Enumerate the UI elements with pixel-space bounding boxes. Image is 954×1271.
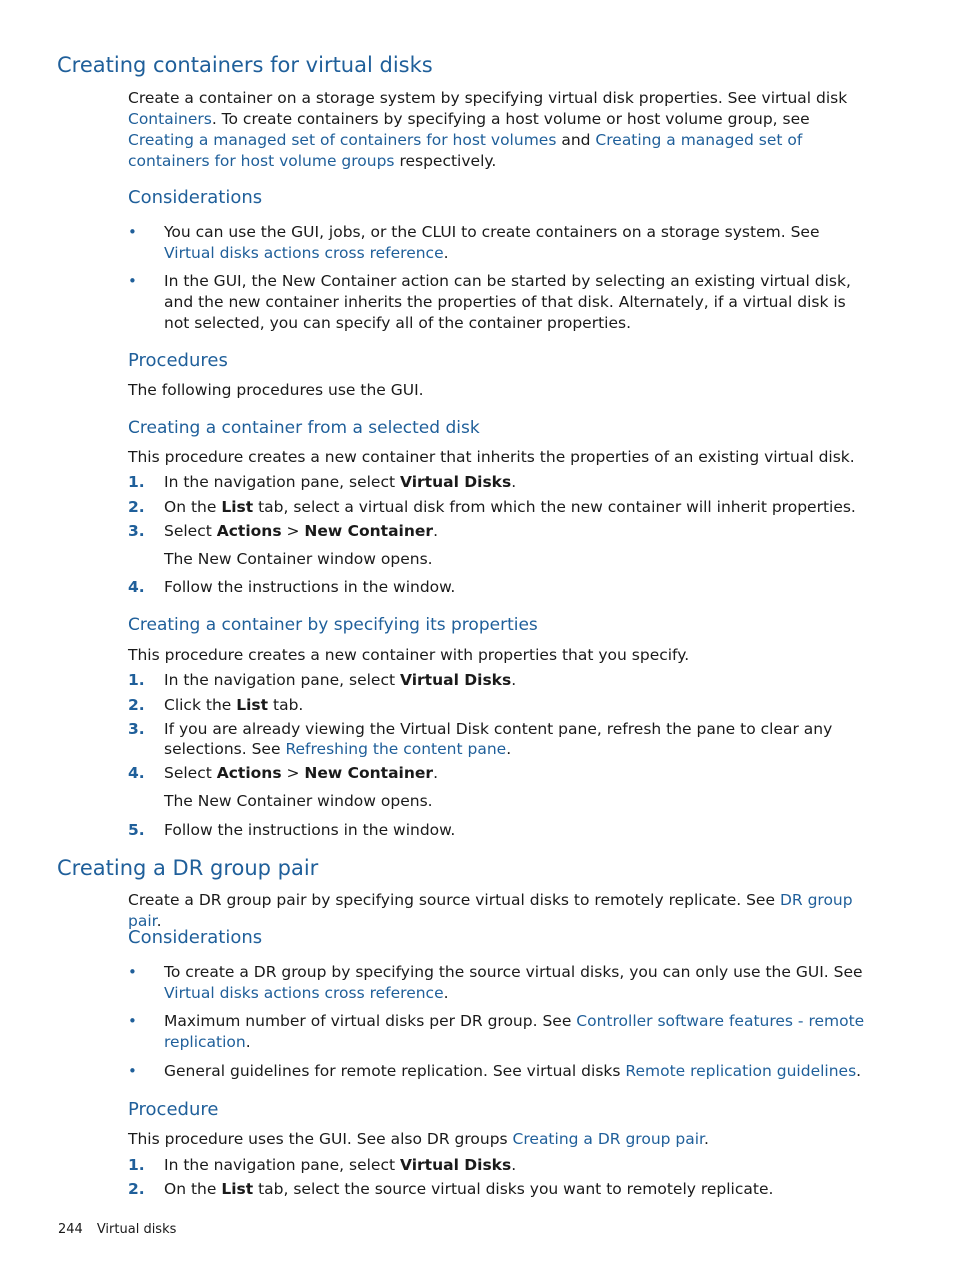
text-run: In the navigation pane, select [164,473,400,491]
step-number: 4. [128,578,145,596]
text-run: General guidelines for remote replication. See virtual disks [164,1062,626,1080]
consideration-item [164,962,868,1004]
step-number: 1. [128,473,145,491]
text-run: Follow the instructions in the window. [164,578,456,596]
ui-term: Virtual Disks [399,1156,512,1174]
text-run: . To create containers by specifying a host volume or host volume group, see [211,110,810,128]
link-creating-dr-group-pair[interactable]: Creating a DR group pair [512,1130,705,1148]
text-run: tab, select the source virtual disks you want to remotely replicate. [253,1180,774,1198]
step-number: 1. [128,1156,145,1174]
text-run: . [511,671,517,689]
step-item [164,820,868,841]
page-number: 244 [58,1222,83,1237]
text-run: tab. [268,696,304,714]
section-intro-paragraph [128,890,868,932]
ui-term: Actions [216,522,282,540]
link-controller-software-features[interactable]: Controller software features - remote replication [164,1012,865,1051]
text-run: . [506,740,512,758]
consideration-item [164,271,868,334]
link-dr-group-pair[interactable]: DR group pair [128,891,853,930]
page-footer [58,1222,176,1237]
section-heading-dr-group-pair: Creating a DR group pair [57,856,319,880]
step-item [164,472,868,493]
text-run: Select [164,764,217,782]
text-run: Maximum number of virtual disks per DR group. See [164,1012,577,1030]
link-refreshing-content-pane[interactable]: Refreshing the content pane [285,740,507,758]
considerations-heading: Considerations [128,187,263,208]
consideration-item [164,1011,868,1053]
link-virtual-disks-actions[interactable]: Virtual disks actions cross reference [164,244,444,262]
procedure-heading: Procedure [128,1099,219,1120]
text-run: In the GUI, the New Container action can be started by selecting an existing virtual disk, and the new container inherits the properties of that disk. Alternately, if a virtual disk is not selected, you can specify all of the container properties. [164,272,851,332]
text-run: Follow the instructions in the window. [164,821,456,839]
link-remote-replication-guidelines[interactable]: Remote replication guidelines [625,1062,857,1080]
link-managed-set-host-volumes[interactable]: Creating a managed set of containers for host volumes [128,131,557,149]
text-run: On the [164,1180,222,1198]
text-run: . [433,764,438,782]
step-number: 5. [128,821,145,839]
bullet-marker: • [128,963,137,981]
text-run: respectively. [394,152,497,170]
text-run: . [511,1156,517,1174]
link-containers[interactable]: Containers [128,110,212,128]
step-number: 2. [128,696,145,714]
step-item [164,521,868,542]
step-note: The New Container window opens. [164,792,433,810]
step-number: 4. [128,764,145,782]
ui-term: Actions [216,764,282,782]
ui-term: List [236,696,269,714]
text-run: Select [164,522,217,540]
step-item [164,497,868,518]
text-run: On the [164,498,222,516]
bullet-marker: • [128,1012,137,1030]
text-run: . [856,1062,862,1080]
subsection-intro: This procedure creates a new container that inherits the properties of an existing virtual disk. [128,448,855,466]
text-run: > [281,522,305,540]
text-run: Create a container on a storage system by specifying virtual disk properties. See virtual disk [128,89,848,107]
text-run: > [281,764,305,782]
step-item [164,670,868,691]
step-item [164,1179,868,1200]
step-note: The New Container window opens. [164,550,433,568]
text-run: . [704,1130,709,1148]
text-run: tab, select a virtual disk from which the new container will inherit properties. [253,498,856,516]
text-run: and [556,131,596,149]
considerations-heading: Considerations [128,927,263,948]
section-intro-paragraph [128,88,868,172]
footer-section-title: Virtual disks [96,1222,177,1237]
section-heading-containers: Creating containers for virtual disks [57,53,433,77]
procedures-intro: The following procedures use the GUI. [128,381,424,399]
text-run: . [156,912,162,930]
step-number: 3. [128,522,145,540]
text-run: To create a DR group by specifying the source virtual disks, you can only use the GUI. See [164,963,863,981]
ui-term: New Container [304,764,434,782]
ui-term: List [221,498,254,516]
ui-term: List [221,1180,254,1198]
text-run: Click the [164,696,237,714]
ui-term: New Container [304,522,434,540]
subsection-intro: This procedure creates a new container with properties that you specify. [128,646,690,664]
text-run: This procedure uses the GUI. See also DR groups [128,1130,513,1148]
subsection-heading-from-selected-disk: Creating a container from a selected disk [128,418,480,438]
link-virtual-disks-actions[interactable]: Virtual disks actions cross reference [164,984,444,1002]
bullet-marker: • [128,223,137,241]
step-number: 3. [128,720,145,738]
text-run: . [443,984,449,1002]
step-number: 2. [128,1180,145,1198]
step-item [164,577,868,598]
text-run: In the navigation pane, select [164,1156,400,1174]
consideration-item [164,1061,868,1082]
bullet-marker: • [128,1062,137,1080]
text-run: You can use the GUI, jobs, or the CLUI to create containers on a storage system. See [164,223,820,241]
procedures-heading: Procedures [128,350,228,371]
text-run: If you are already viewing the Virtual Disk content pane, refresh the pane to clear any selections. See [164,720,833,758]
text-run: . [511,473,517,491]
step-number: 2. [128,498,145,516]
step-number: 1. [128,671,145,689]
step-item [164,719,868,759]
consideration-item [164,222,868,264]
bullet-marker: • [128,272,137,290]
procedure-intro [128,1129,868,1150]
ui-term: Virtual Disks [399,671,512,689]
text-run: In the navigation pane, select [164,671,400,689]
step-item [164,695,868,716]
step-item [164,1155,868,1176]
text-run: Create a DR group pair by specifying source virtual disks to remotely replicate. See [128,891,780,909]
text-run: . [443,244,449,262]
step-item [164,763,868,784]
link-managed-set-host-volume-groups[interactable]: Creating a managed set of containers for host volume groups [128,131,803,170]
subsection-heading-specifying-properties: Creating a container by specifying its properties [128,615,538,635]
text-run: . [433,522,438,540]
ui-term: Virtual Disks [399,473,512,491]
text-run: . [245,1033,251,1051]
